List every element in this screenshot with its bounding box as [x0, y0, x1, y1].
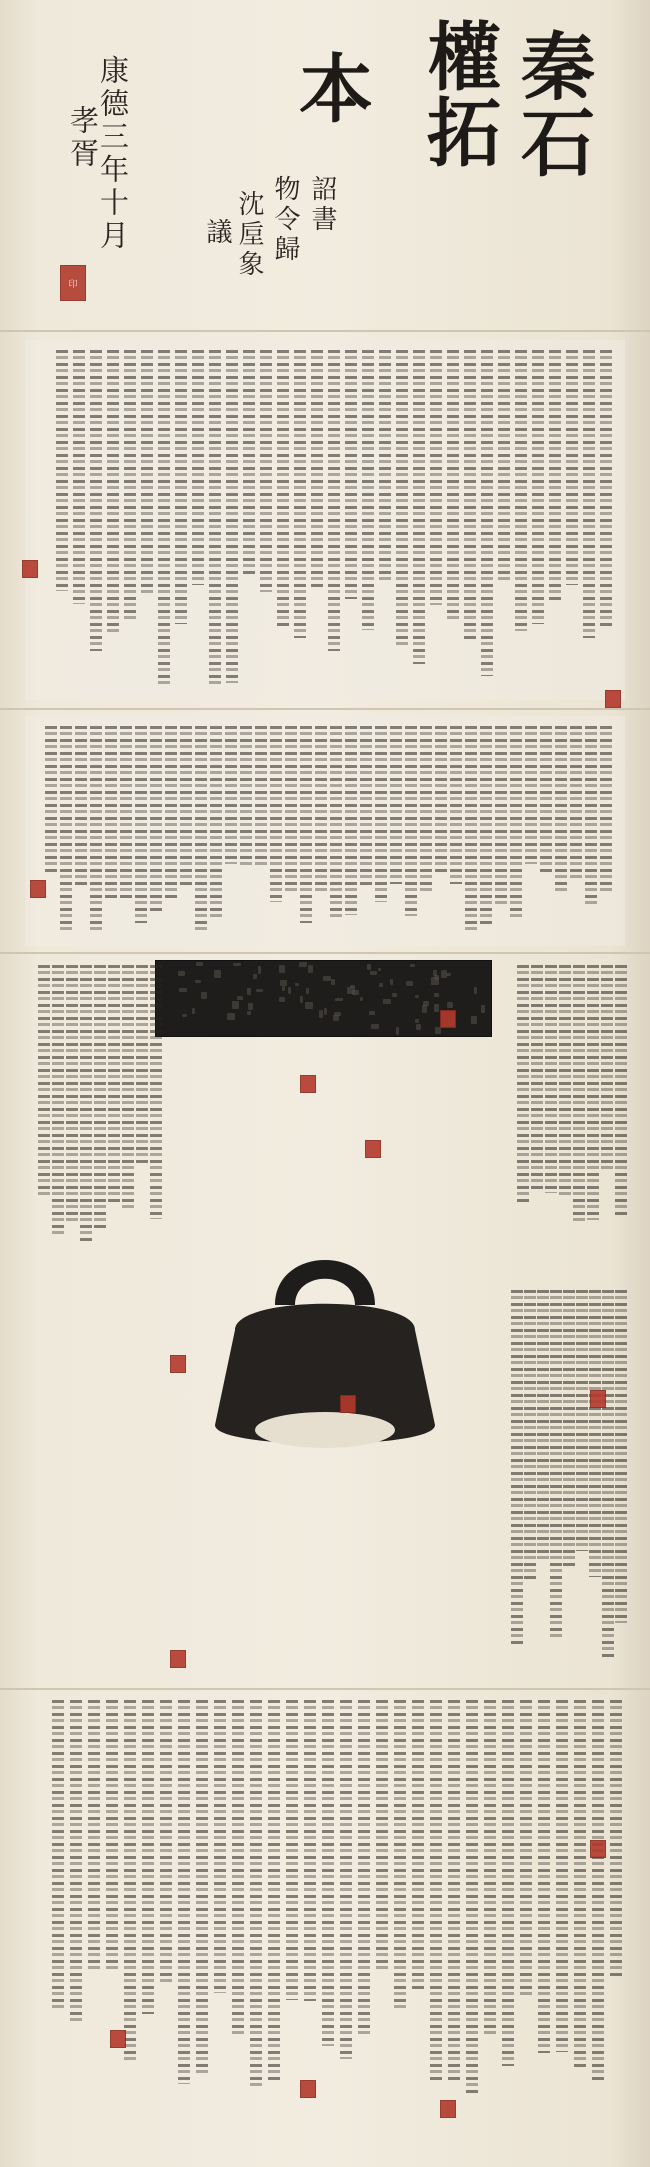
calligraphy-column: [210, 726, 222, 921]
calligraphy-column: [56, 350, 68, 591]
rubbing-texture: [378, 968, 381, 971]
rubbing-texture: [214, 970, 221, 978]
calligraphy-column: [255, 726, 267, 866]
rubbing-texture: [192, 1008, 195, 1014]
calligraphy-column: [602, 1290, 614, 1657]
rubbing-texture: [233, 963, 241, 966]
calligraphy-column: [450, 726, 462, 884]
calligraphy-column: [566, 350, 578, 585]
calligraphy-column: [587, 965, 599, 1220]
calligraphy-column: [465, 726, 477, 934]
rubbing-texture: [179, 988, 187, 992]
calligraphy-column: [517, 965, 529, 1202]
rubbing-texture: [371, 1024, 379, 1029]
collector-seal: [590, 1390, 606, 1408]
calligraphy-column: [358, 1700, 370, 2036]
calligraphy-column: [481, 350, 493, 676]
rubbing-texture: [288, 987, 291, 994]
weight-base-opening: [255, 1412, 395, 1448]
calligraphy-column: [178, 1700, 190, 2084]
rubbing-texture: [406, 981, 413, 986]
rubbing-texture: [299, 962, 307, 967]
calligraphy-column: [260, 350, 272, 592]
rubbing-texture: [306, 988, 309, 994]
calligraphy-column: [141, 350, 153, 594]
title-note-col1: 詔書: [307, 175, 337, 235]
calligraphy-column: [592, 1700, 604, 2080]
calligraphy-column: [464, 350, 476, 641]
rubbing-texture: [331, 979, 335, 985]
calligraphy-column: [549, 350, 561, 600]
calligraphy-column: [165, 726, 177, 898]
calligraphy-column: [70, 1700, 82, 2024]
calligraphy-column: [610, 1700, 622, 1978]
calligraphy-column: [52, 1700, 64, 2012]
calligraphy-column: [540, 726, 552, 874]
calligraphy-column: [136, 965, 148, 1163]
weight-handle: [275, 1260, 375, 1305]
rubbing-texture: [253, 974, 257, 979]
calligraphy-column: [394, 1700, 406, 2010]
calligraphy-column: [52, 965, 64, 1235]
rubbing-texture: [178, 971, 185, 976]
calligraphy-column: [563, 1290, 575, 1567]
calligraphy-column: [583, 350, 595, 638]
calligraphy-column: [484, 1700, 496, 2034]
calligraphy-column: [435, 726, 447, 874]
rubbing-texture: [201, 992, 207, 999]
calligraphy-column: [120, 726, 132, 901]
rubbing-texture: [279, 965, 285, 973]
rubbing-texture: [182, 1014, 187, 1017]
calligraphy-column: [525, 726, 537, 864]
calligraphy-column: [502, 1700, 514, 2066]
collector-seal: [110, 2030, 126, 2048]
calligraphy-column: [537, 1290, 549, 1563]
rubbing-texture: [323, 976, 331, 981]
rubbing-texture: [305, 1002, 313, 1009]
main-title-col1: 秦石: [509, 28, 595, 180]
main-title-col2: 權拓: [415, 18, 501, 170]
rubbing-texture: [319, 1010, 323, 1018]
rubbing-texture: [390, 979, 393, 985]
calligraphy-column: [340, 1700, 352, 2059]
calligraphy-column: [405, 726, 417, 916]
rubbing-texture: [383, 999, 391, 1004]
collector-seal: [365, 1140, 381, 1158]
rubbing-texture: [447, 1002, 453, 1008]
calligraphy-column: [515, 350, 527, 631]
calligraphy-column: [600, 726, 612, 895]
calligraphy-column: [430, 350, 442, 605]
calligraphy-column: [108, 965, 120, 1205]
rubbing-texture: [227, 1013, 235, 1020]
calligraphy-column: [196, 1700, 208, 2074]
calligraphy-column: [66, 965, 78, 1222]
rubbing-texture: [471, 1016, 477, 1024]
mount-seam-4: [0, 1688, 650, 1690]
title-note-col3: 沈垕象: [234, 190, 264, 280]
rubbing-texture: [434, 975, 439, 980]
rubbing-texture: [237, 996, 243, 1000]
calligraphy-column: [270, 726, 282, 902]
calligraphy-column: [300, 726, 312, 923]
calligraphy-column: [45, 726, 57, 875]
calligraphy-column: [195, 726, 207, 934]
calligraphy-column: [520, 1700, 532, 1995]
calligraphy-column: [105, 726, 117, 900]
mount-seam-3: [0, 952, 650, 954]
calligraphy-column: [345, 726, 357, 915]
calligraphy-column: [124, 350, 136, 621]
calligraphy-column: [107, 350, 119, 636]
calligraphy-column: [345, 350, 357, 599]
calligraphy-column: [175, 350, 187, 624]
calligraphy-column: [396, 350, 408, 649]
collector-seal: [22, 560, 38, 578]
calligraphy-column: [585, 726, 597, 908]
calligraphy-column: [106, 1700, 118, 1970]
mount-seam-2: [0, 708, 650, 710]
calligraphy-column: [570, 726, 582, 878]
main-title-col3: 本: [287, 50, 373, 126]
calligraphy-column: [315, 726, 327, 895]
calligraphy-column: [524, 1290, 536, 1581]
rubbing-texture: [434, 1004, 439, 1012]
calligraphy-column: [330, 726, 342, 917]
rubbing-texture: [196, 962, 203, 966]
collector-seal: [30, 880, 46, 898]
calligraphy-column: [285, 726, 297, 894]
rubbing-texture: [247, 1011, 251, 1015]
rubbing-texture: [300, 996, 303, 1003]
rubbing-texture: [415, 995, 419, 998]
calligraphy-column: [240, 726, 252, 865]
calligraphy-column: [589, 1290, 601, 1577]
calligraphy-column: [214, 1700, 226, 1993]
calligraphy-column: [226, 350, 238, 683]
calligraphy-column: [94, 965, 106, 1228]
calligraphy-column: [322, 1700, 334, 2046]
calligraphy-column: [466, 1700, 478, 2093]
calligraphy-column: [250, 1700, 262, 2089]
calligraphy-column: [498, 350, 510, 580]
calligraphy-column: [150, 726, 162, 911]
rubbing-texture: [334, 1012, 341, 1016]
calligraphy-column: [573, 965, 585, 1222]
calligraphy-column: [531, 965, 543, 1190]
rubbing-texture: [416, 1024, 421, 1030]
rubbing-texture: [258, 966, 261, 974]
collector-seal: [340, 1395, 356, 1413]
rubbing-texture: [415, 1019, 419, 1023]
rubbing-texture: [369, 1011, 375, 1015]
collector-seal: [440, 2100, 456, 2118]
mount-seam: [0, 330, 650, 332]
calligraphy-column: [88, 1700, 100, 1970]
calligraphy-column: [60, 726, 72, 932]
calligraphy-column: [510, 726, 522, 920]
calligraphy-column: [38, 965, 50, 1198]
calligraphy-column: [362, 350, 374, 630]
calligraphy-column: [150, 965, 162, 1219]
calligraphy-column: [209, 350, 221, 686]
rubbing-texture: [324, 1008, 327, 1015]
calligraphy-column: [511, 1290, 523, 1644]
calligraphy-column: [75, 726, 87, 888]
rubbing-texture: [434, 993, 439, 997]
collector-seal: [590, 1840, 606, 1858]
calligraphy-column: [73, 350, 85, 604]
calligraphy-column: [574, 1700, 586, 2069]
calligraphy-column: [556, 1700, 568, 2052]
rubbing-texture: [335, 998, 343, 1001]
rubbing-texture: [350, 985, 355, 988]
calligraphy-column: [225, 726, 237, 864]
calligraphy-column: [379, 350, 391, 580]
rubbing-texture: [195, 980, 201, 983]
signature-inscription: 孝胥: [66, 105, 100, 171]
calligraphy-column: [448, 1700, 460, 2080]
calligraphy-column: [90, 726, 102, 934]
rubbing-texture: [446, 973, 451, 976]
calligraphy-column: [495, 726, 507, 904]
rubbing-texture: [248, 1003, 253, 1010]
calligraphy-column: [376, 1700, 388, 1971]
rubbing-texture: [481, 1005, 485, 1013]
title-note-col2: 物令歸: [270, 175, 300, 265]
calligraphy-column: [80, 965, 92, 1244]
rubbing-texture: [396, 1027, 399, 1035]
calligraphy-column: [294, 350, 306, 638]
rubbing-texture: [422, 1005, 427, 1013]
calligraphy-column: [615, 1290, 627, 1623]
calligraphy-column: [375, 726, 387, 902]
collector-seal: [300, 2080, 316, 2098]
rubbing-texture: [360, 997, 363, 1001]
calligraphy-column: [124, 1700, 136, 2060]
calligraphy-column: [232, 1700, 244, 2036]
collector-seal: [170, 1650, 186, 1668]
calligraphy-column: [559, 965, 571, 1198]
collector-seal: [300, 1075, 316, 1093]
calligraphy-column: [600, 350, 612, 629]
rubbing-texture: [370, 971, 377, 975]
calligraphy-column: [615, 965, 627, 1215]
red-seal: 印: [60, 265, 86, 301]
calligraphy-column: [135, 726, 147, 923]
rubbing-texture: [282, 986, 285, 991]
rubbing-texture: [352, 990, 359, 995]
rubbing-texture: [247, 988, 251, 995]
calligraphy-column: [286, 1700, 298, 2000]
weight-rubbing: [195, 1235, 455, 1465]
rubbing-texture: [256, 989, 263, 992]
calligraphy-column: [412, 1700, 424, 1991]
calligraphy-column: [601, 965, 613, 1169]
calligraphy-column: [243, 350, 255, 577]
title-note-col4: 議: [202, 218, 232, 248]
calligraphy-column: [192, 350, 204, 585]
calligraphy-column: [545, 965, 557, 1193]
rubbing-texture: [232, 1001, 239, 1009]
rubbing-texture: [308, 965, 313, 973]
rubbing-texture: [379, 983, 383, 987]
rubbing-texture: [295, 983, 299, 986]
calligraphy-column: [180, 726, 192, 886]
collector-seal: [440, 1010, 456, 1028]
rubbing-texture: [410, 964, 415, 967]
calligraphy-column: [413, 350, 425, 664]
calligraphy-column: [311, 350, 323, 590]
calligraphy-column: [576, 1290, 588, 1551]
calligraphy-column: [122, 965, 134, 1211]
calligraphy-column: [158, 350, 170, 685]
calligraphy-column: [160, 1700, 172, 1984]
rubbing-texture: [435, 1027, 441, 1034]
calligraphy-column: [447, 350, 459, 620]
calligraphy-column: [304, 1700, 316, 2001]
calligraphy-column: [390, 726, 402, 884]
calligraphy-column: [142, 1700, 154, 2014]
calligraphy-column: [550, 1290, 562, 1638]
calligraphy-column: [538, 1700, 550, 2053]
calligraphy-column: [360, 726, 372, 885]
calligraphy-column: [277, 350, 289, 629]
rubbing-texture: [280, 980, 287, 986]
rubbing-texture: [392, 993, 397, 997]
calligraphy-column: [430, 1700, 442, 2082]
calligraphy-column: [420, 726, 432, 894]
collector-seal: [605, 690, 621, 708]
calligraphy-column: [268, 1700, 280, 2082]
calligraphy-column: [328, 350, 340, 651]
calligraphy-column: [90, 350, 102, 651]
calligraphy-column: [532, 350, 544, 624]
rubbing-texture: [474, 987, 477, 994]
rubbing-texture: [279, 997, 285, 1002]
calligraphy-column: [555, 726, 567, 892]
rubbing-texture: [367, 964, 371, 970]
collector-seal: [170, 1355, 186, 1373]
calligraphy-column: [480, 726, 492, 926]
date-inscription: 康德三年十月: [96, 55, 130, 253]
